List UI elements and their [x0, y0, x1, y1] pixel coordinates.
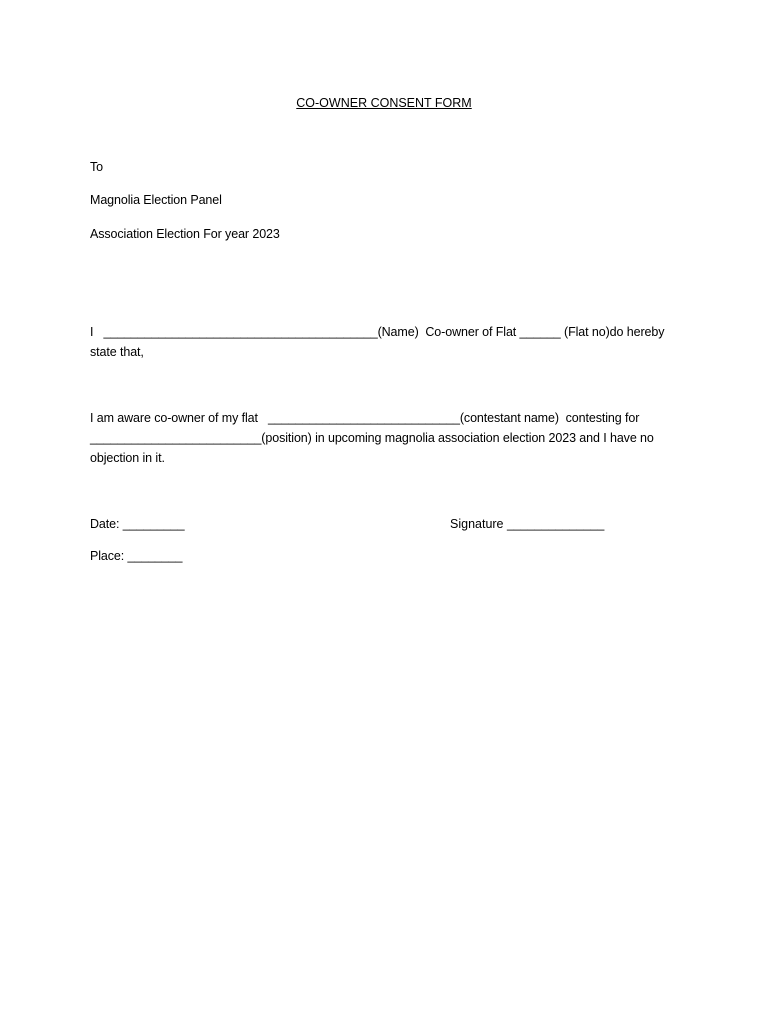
form-title-text: CO-OWNER CONSENT FORM [296, 96, 472, 110]
signature-field: Signature ______________ [450, 517, 605, 531]
place-field: Place: ________ [90, 549, 183, 563]
consent-paragraph [90, 408, 670, 468]
consent-line-2: _________________________(position) in upcoming magnolia association election 2023 and I have no [90, 431, 654, 445]
addressee-to: To [90, 160, 104, 174]
declaration-line-2: state that, [90, 345, 144, 359]
consent-line-1: I am aware co-owner of my flat ____________________________(contestant name) contesting for [90, 411, 640, 425]
date-field: Date: _________ [90, 517, 185, 531]
form-title [0, 94, 768, 112]
addressee-recipient: Magnolia Election Panel [90, 193, 222, 207]
declaration-paragraph [90, 322, 670, 362]
addressee-subject: Association Election For year 2023 [90, 227, 280, 241]
consent-line-3: objection in it. [90, 451, 165, 465]
declaration-line-1: I ________________________________________(Name) Co-owner of Flat ______ (Flat no)do hereby [90, 325, 665, 339]
